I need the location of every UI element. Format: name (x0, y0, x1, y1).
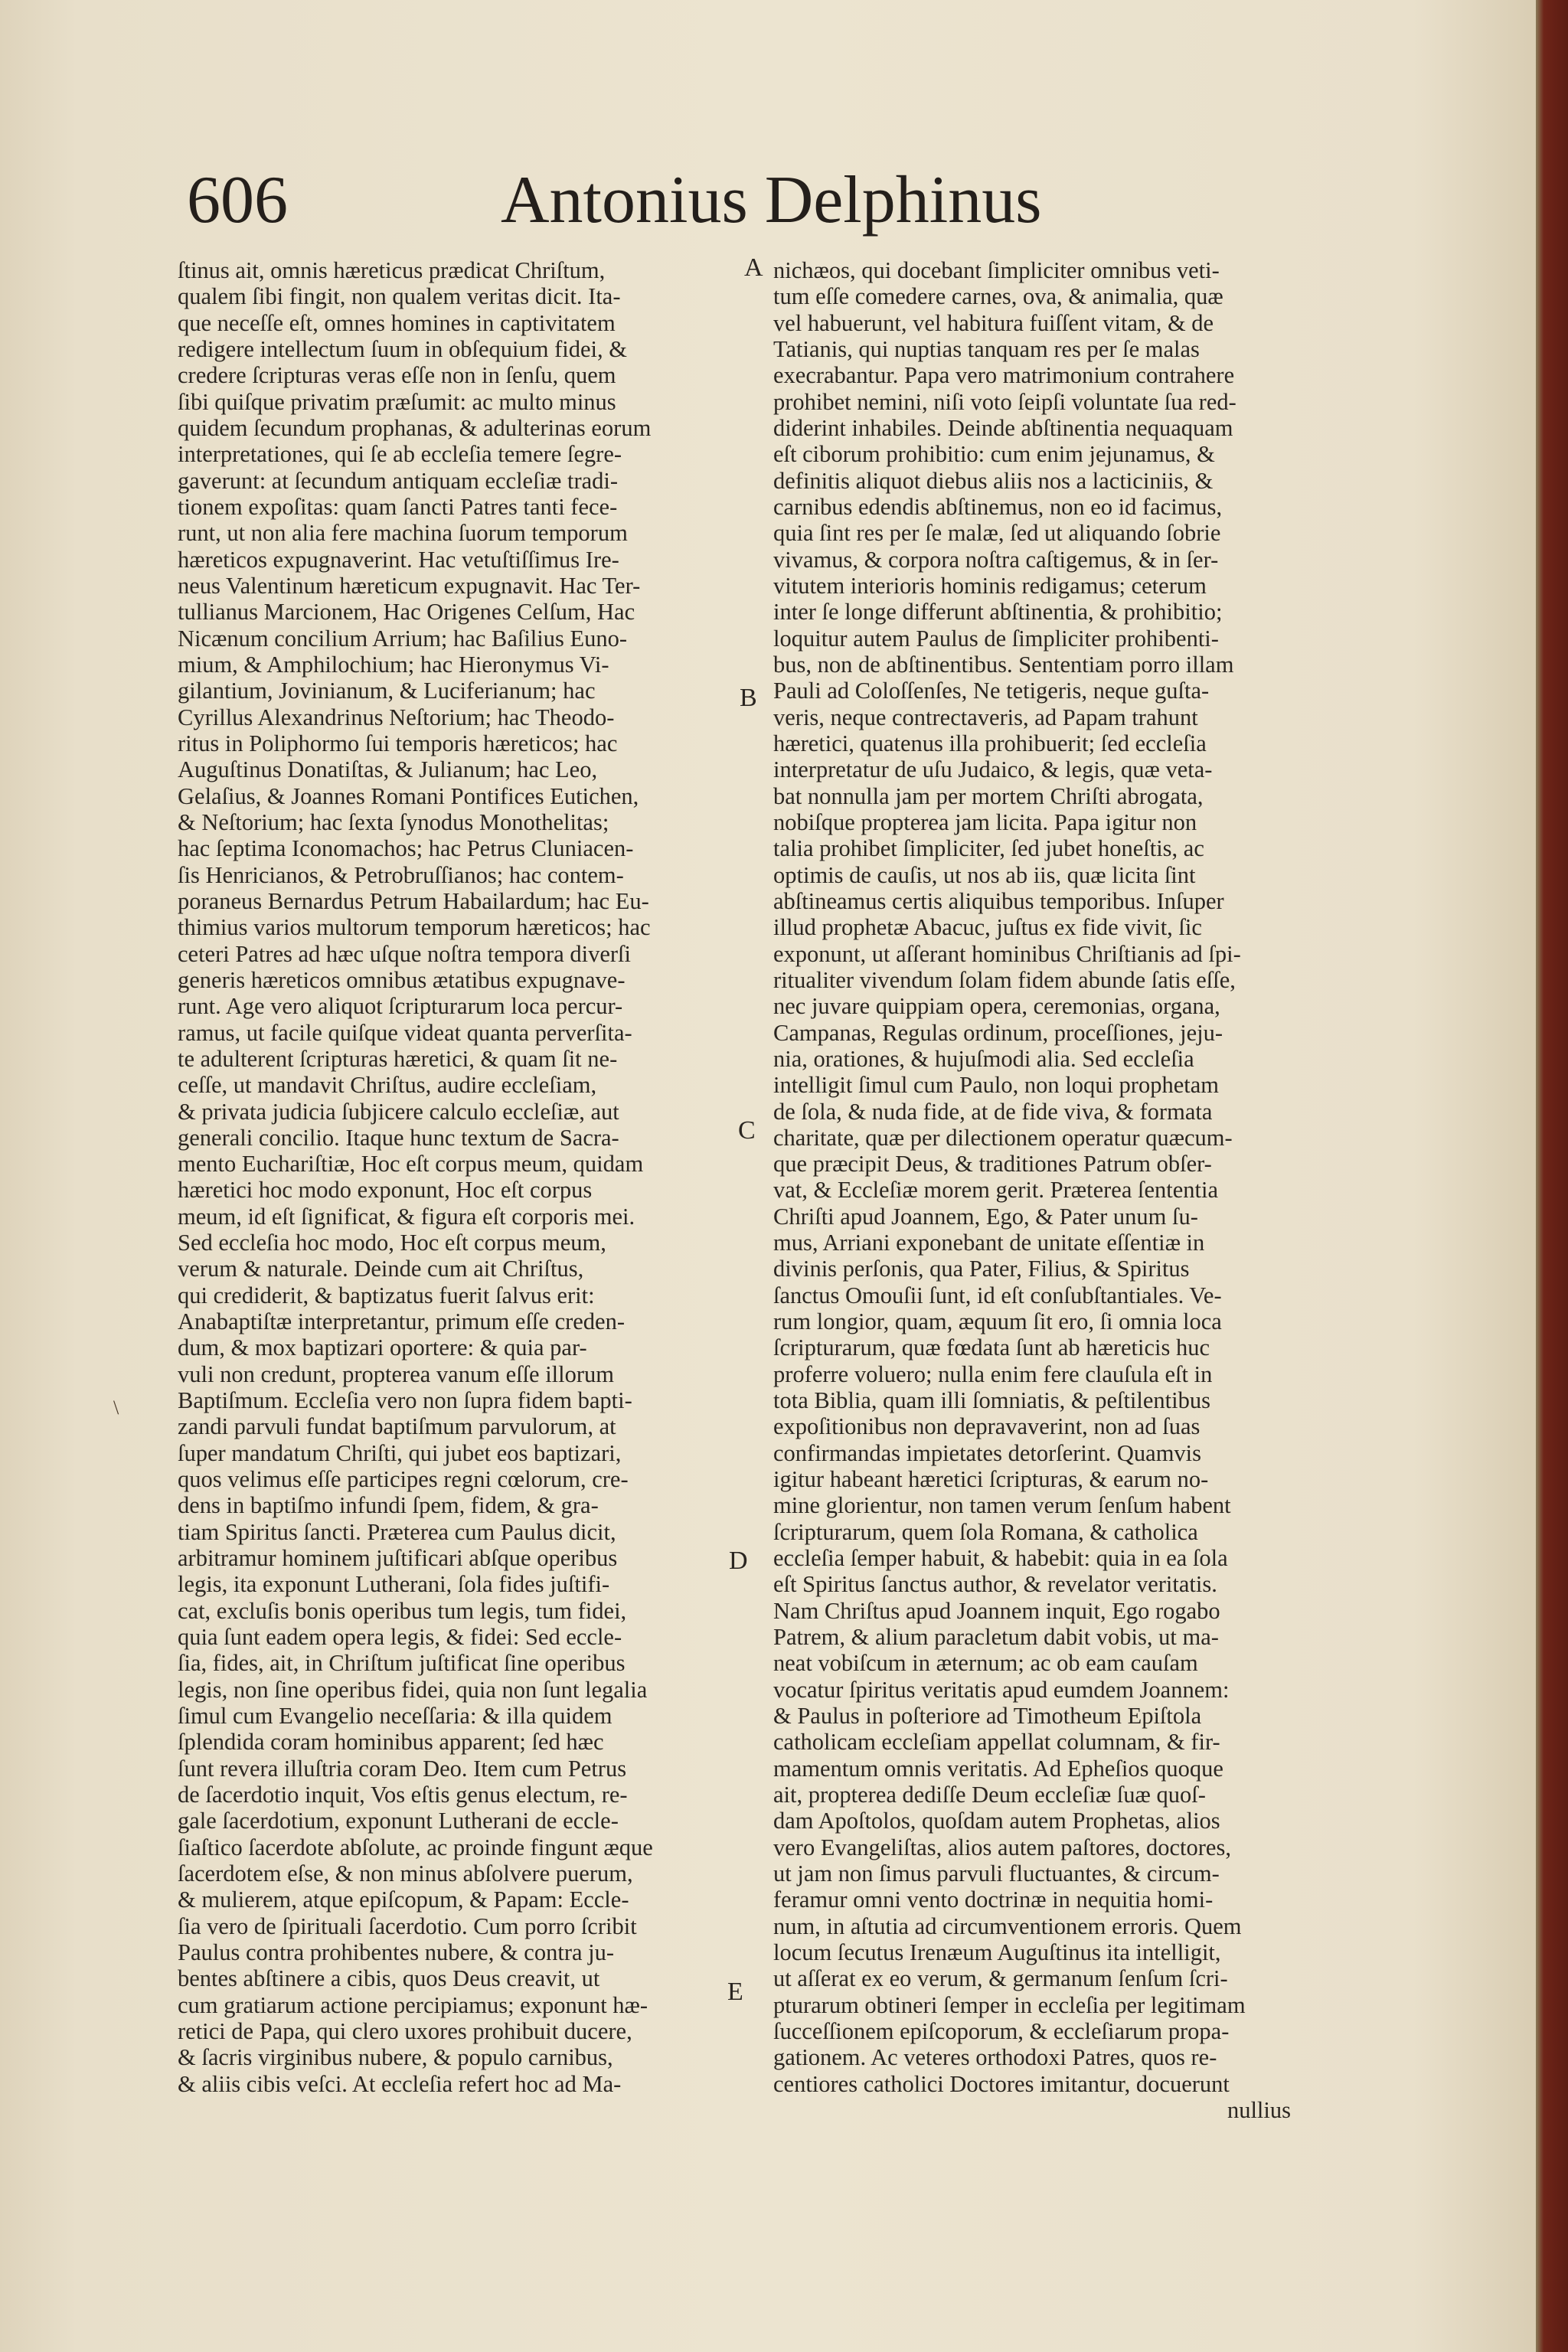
marginal-letter-c: C (738, 1116, 756, 1145)
text-line: inter ſe longe differunt abſtinentia, & prohibitio; (773, 599, 1223, 626)
text-line: intelligit ſimul cum Paulo, non loqui prophetam (773, 1072, 1219, 1099)
text-line: rum longior, quam, æquum ſit ero, ſi omnia loca (773, 1308, 1222, 1335)
text-line: Nam Chriſtus apud Joannem inquit, Ego rogabo (773, 1597, 1220, 1624)
marginal-letter-e: E (727, 1978, 743, 2006)
text-line: ſacerdotem eſse, & non minus abſolvere puerum, (178, 1860, 633, 1887)
text-line: bentes abſtinere a cibis, quos Deus creavit, ut (178, 1965, 600, 1992)
book-binding-edge (1536, 0, 1568, 2352)
page-number: 606 (187, 163, 288, 237)
text-line: vuli non credunt, propterea vanum eſſe illorum (178, 1361, 615, 1387)
text-line: Patrem, & alium paracletum dabit vobis, ut ma- (773, 1624, 1219, 1651)
text-line: Anabaptiſtæ interpretantur, primum eſſe creden- (178, 1308, 625, 1335)
text-line: & Paulus in poſteriore ad Timotheum Epiſtola (773, 1703, 1202, 1730)
text-line: runt. Age vero aliquot ſcripturarum loca percur- (178, 993, 623, 1020)
text-line: prohibet nemini, niſi voto ſeipſi voluntate ſua red- (773, 388, 1236, 415)
text-line: arbitramur hominem juſtificari abſque operibus (178, 1545, 618, 1572)
text-line: illud prophetæ Abacuc, juſtus ex fide vivit, ſic (773, 914, 1202, 941)
text-line: & mulierem, atque epiſcopum, & Papam: Eccle- (178, 1886, 629, 1913)
text-line: pturarum obtineri ſemper in eccleſia per legitimam (773, 1991, 1246, 2018)
text-line: execrabantur. Papa vero matrimonium contrahere (773, 362, 1235, 389)
text-line: interpretatur de uſu Judaico, & legis, quæ veta- (773, 756, 1213, 783)
text-line: eccleſia ſemper habuit, & habebit: quia in ea ſola (773, 1545, 1228, 1572)
text-line: Gelaſius, & Joannes Romani Pontifices Eutichen, (178, 782, 639, 809)
text-line: locum ſecutus Irenæum Auguſtinus ita intelligit, (773, 1939, 1221, 1965)
text-line: redigere intellectum ſuum in obſequium fidei, & (178, 335, 627, 362)
margin-mark: \ (113, 1396, 119, 1419)
text-line: diderint inhabiles. Deinde abſtinentia nequaquam (773, 414, 1233, 441)
text-line: qui crediderit, & baptizatus fuerit ſalvus erit: (178, 1282, 595, 1308)
text-line: ſcripturarum, quæ fœdata ſunt ab hæreticis huc (773, 1334, 1210, 1361)
text-line: credere ſcripturas veras eſſe non in ſenſu, quem (178, 362, 616, 389)
text-line: quos velimus eſſe participes regni cœlorum, cre- (178, 1466, 629, 1493)
text-line: centiores catholici Doctores imitantur, docuerunt (773, 2070, 1230, 2097)
text-line: verum & naturale. Deinde cum ait Chriſtus, (178, 1256, 584, 1282)
text-line: mine glorientur, non tamen verum ſenſum habent (773, 1492, 1231, 1519)
text-line: hac ſeptima Iconomachos; hac Petrus Cluniacen- (178, 835, 634, 862)
text-line: ſplendida coram hominibus apparent; ſed hæc (178, 1729, 604, 1756)
text-line: vel habuerunt, vel habitura fuiſſent vitam, & de (773, 309, 1214, 336)
text-line: ſunt revera illuſtria coram Deo. Item cum Petrus (178, 1755, 627, 1782)
text-line: eſt ciborum prohibitio: cum enim jejunamus, & (773, 441, 1215, 468)
text-line: gale ſacerdotium, exponunt Lutherani de eccle- (178, 1808, 619, 1834)
text-line: de ſacerdotio inquit, Vos eſtis genus electum, re- (178, 1782, 628, 1808)
text-line: carnibus edendis abſtinemus, non eo id facimus, (773, 493, 1223, 520)
text-line: generali concilio. Itaque hunc textum de Sacra- (178, 1124, 619, 1151)
text-line: expoſitionibus non depravaverint, non ad ſuas (773, 1413, 1200, 1440)
text-line: igitur habeant hæretici ſcripturas, & earum no- (773, 1466, 1209, 1493)
text-line: te adulterent ſcripturas hæretici, & quam ſit ne- (178, 1045, 618, 1072)
text-line: Cyrillus Alexandrinus Neſtorium; hac Theodo- (178, 704, 615, 730)
text-line: ut aſſerat ex eo verum, & germanum ſenſum ſcri- (773, 1965, 1228, 1992)
text-line: optimis de cauſis, ut nos ab iis, quæ licita ſint (773, 861, 1196, 888)
right-text-column (773, 257, 1338, 2123)
text-line: hæretici hoc modo exponunt, Hoc eſt corpus (178, 1177, 593, 1204)
text-line: quia ſunt eadem opera legis, & fidei: Sed eccle- (178, 1624, 622, 1651)
text-line: que neceſſe eſt, omnes homines in captivitatem (178, 309, 616, 336)
text-line: hæreticos expugnaverint. Hac vetuſtiſſimus Ire- (178, 546, 619, 573)
text-line: Auguſtinus Donatiſtas, & Julianum; hac Leo, (178, 756, 598, 783)
text-line: ramus, ut facile quiſque videat quanta perverſita- (178, 1019, 632, 1046)
running-title: Antonius Delphinus (501, 163, 1042, 237)
text-line: dum, & mox baptizari oportere: & quia par- (178, 1334, 587, 1361)
text-line: & ſacris virginibus nubere, & populo carnibus, (178, 2044, 613, 2071)
text-line: interpretationes, qui ſe ab eccleſia temere ſegre- (178, 441, 622, 468)
text-line: ſimul cum Evangelio neceſſaria: & illa quidem (178, 1703, 612, 1730)
text-line: ſanctus Omouſii ſunt, id eſt conſubſtantiales. Ve- (773, 1282, 1222, 1308)
text-line: vocatur ſpiritus veritatis apud eumdem Joannem: (773, 1676, 1230, 1703)
text-line: gaverunt: at ſecundum antiquam eccleſiæ tradi- (178, 467, 619, 494)
text-line: ritualiter vivendum ſolam fidem abunde ſatis eſſe, (773, 966, 1236, 993)
text-line: tota Biblia, quam illi ſomniatis, & peſtilentibus (773, 1387, 1210, 1414)
marginal-letter-a: A (744, 253, 763, 282)
text-line: de ſola, & nuda fide, at de fide viva, & formata (773, 1098, 1213, 1125)
text-line: vitutem interioris hominis redigamus; ceterum (773, 572, 1207, 599)
text-line: quidem ſecundum prophanas, & adulterinas eorum (178, 414, 652, 441)
text-line: gilantium, Jovinianum, & Luciferianum; hac (178, 678, 596, 704)
text-line: veris, neque contrectaveris, ad Papam trahunt (773, 704, 1198, 730)
text-line: retici de Papa, qui clero uxores prohibuit ducere, (178, 2017, 632, 2044)
marginal-letter-d: D (729, 1547, 748, 1575)
text-line: quia ſint res per ſe malæ, ſed ut aliquando ſobrie (773, 520, 1221, 547)
text-line: mus, Arriani exponebant de unitate eſſentiæ in (773, 1230, 1205, 1256)
text-line: ſucceſſionem epiſcoporum, & eccleſiarum propa- (773, 2017, 1230, 2044)
text-line: cat, excluſis bonis operibus tum legis, tum fidei, (178, 1597, 627, 1624)
text-line: bat nonnulla jam per mortem Chriſti abrogata, (773, 782, 1204, 809)
text-line: proferre voluero; nulla enim fere clauſula eſt in (773, 1361, 1213, 1387)
text-line: & Neſtorium; hac ſexta ſynodus Monothelitas; (178, 808, 609, 835)
text-line: vat, & Eccleſiæ morem gerit. Præterea ſententia (773, 1177, 1218, 1204)
text-line: & privata judicia ſubjicere calculo eccleſiæ, aut (178, 1098, 619, 1125)
text-line: tionem expoſitas: quam ſancti Patres tanti fece- (178, 493, 618, 520)
text-line: ſuper mandatum Chriſti, qui jubet eos baptizari, (178, 1439, 622, 1466)
marginal-letter-b: B (740, 684, 757, 712)
text-line: gationem. Ac veteres orthodoxi Patres, quos re- (773, 2044, 1217, 2071)
text-line: nec juvare quippiam opera, ceremonias, organa, (773, 993, 1220, 1020)
text-line: charitate, quæ per dilectionem operatur quæcum- (773, 1124, 1233, 1151)
text-line: mamentum omnis veritatis. Ad Epheſios quoque (773, 1755, 1223, 1782)
text-line: confirmandas impietates detorſerint. Quamvis (773, 1439, 1202, 1466)
text-line: eſt Spiritus ſanctus author, & revelator veritatis. (773, 1571, 1217, 1598)
text-line: poraneus Bernardus Petrum Habailardum; hac Eu- (178, 887, 649, 914)
text-line: thimius varios multorum temporum hæreticos; hac (178, 914, 651, 941)
text-line: generis hæreticos omnibus ætatibus expugnave- (178, 966, 626, 993)
text-line: num, in aſtutia ad circumventionem erroris. Quem (773, 1913, 1242, 1939)
text-line: mium, & Amphilochium; hac Hieronymus Vi- (178, 651, 609, 678)
text-line: & aliis cibis veſci. At eccleſia refert hoc ad Ma- (178, 2070, 622, 2097)
text-line: definitis aliquot diebus aliis nos a lacticiniis, & (773, 467, 1214, 494)
text-line: tullianus Marcionem, Hac Origenes Celſum, Hac (178, 599, 635, 626)
text-line: divinis perſonis, qua Pater, Filius, & Spiritus (773, 1256, 1190, 1282)
text-line: vivamus, & corpora noſtra caſtigemus, & in ſer- (773, 546, 1219, 573)
text-line: Sed eccleſia hoc modo, Hoc eſt corpus meum, (178, 1230, 606, 1256)
text-line: feramur omni vento doctrinæ in nequitia homi- (773, 1886, 1214, 1913)
text-line: mento Euchariſtiæ, Hoc eſt corpus meum, quidam (178, 1151, 644, 1178)
text-line: que præcipit Deus, & traditiones Patrum obſer- (773, 1151, 1212, 1178)
text-line: ceſſe, ut mandavit Chriſtus, audire eccleſiam, (178, 1072, 597, 1099)
text-line: ritus in Poliphormo ſui temporis hæreticos; hac (178, 730, 618, 756)
text-line: loquitur autem Paulus de ſimpliciter prohibenti- (773, 625, 1219, 652)
text-line: talia prohibet ſimpliciter, ſed jubet honeſtis, ac (773, 835, 1204, 862)
text-line: runt, ut non alia fere machina ſuorum temporum (178, 520, 628, 547)
text-line: exponunt, ut aſſerant hominibus Chriſtianis ad ſpi- (773, 940, 1241, 967)
text-line: Campanas, Regulas ordinum, proceſſiones, jeju- (773, 1019, 1223, 1046)
text-line: ut jam non ſimus parvuli fluctuantes, & circum- (773, 1860, 1220, 1887)
text-line: zandi parvuli fundat baptiſmum parvulorum, at (178, 1413, 616, 1440)
text-line: abſtineamus certis aliquibus temporibus. Inſuper (773, 887, 1224, 914)
text-line: Paulus contra prohibentes nubere, & contra ju- (178, 1939, 615, 1965)
text-line: vero Evangeliſtas, alios autem paſtores, doctores, (773, 1834, 1231, 1860)
text-line: qualem ſibi fingit, non qualem veritas dicit. Ita- (178, 283, 621, 310)
text-line: ſtinus ait, omnis hæreticus prædicat Chriſtum, (178, 257, 606, 283)
text-line: legis, ita exponunt Lutherani, ſola fides juſtifi- (178, 1571, 610, 1598)
text-line: legis, non ſine operibus fidei, quia non ſunt legalia (178, 1676, 648, 1703)
text-line: ſiaſtico ſacerdote abſolute, ac proinde fingunt æque (178, 1834, 653, 1860)
text-line: Baptiſmum. Eccleſia vero non ſupra fidem bapti- (178, 1387, 632, 1414)
left-text-column (178, 257, 743, 2097)
text-line: tum eſſe comedere carnes, ova, & animalia, quæ (773, 283, 1223, 310)
text-line: ſia, fides, ait, in Chriſtum juſtificat ſine operibus (178, 1650, 626, 1677)
text-line: ſia vero de ſpirituali ſacerdotio. Cum porro ſcribit (178, 1913, 637, 1939)
text-line: Pauli ad Coloſſenſes, Ne tetigeris, neque guſta- (773, 678, 1210, 704)
text-line: catholicam eccleſiam appellat columnam, & fir- (773, 1729, 1220, 1756)
catchword: nullius (1227, 2096, 1291, 2123)
text-line: meum, id eſt ſignificat, & figura eſt corporis mei. (178, 1203, 635, 1230)
text-line: dam Apoſtolos, quoſdam autem Prophetas, alios (773, 1808, 1220, 1834)
text-line: ait, propterea dediſſe Deum eccleſiæ ſuæ quoſ- (773, 1782, 1206, 1808)
text-line: neat vobiſcum in æternum; ac ob eam cauſam (773, 1650, 1198, 1677)
text-line: Nicænum concilium Arrium; hac Baſilius Euno- (178, 625, 628, 652)
text-line: bus, non de abſtinentibus. Sententiam porro illam (773, 651, 1234, 678)
text-line: cum gratiarum actione percipiamus; exponunt hæ- (178, 1991, 648, 2018)
text-line: ſis Henricianos, & Petrobruſſianos; hac contem- (178, 861, 624, 888)
text-line: nichæos, qui docebant ſimpliciter omnibus veti- (773, 257, 1220, 283)
text-line: tiam Spiritus ſancti. Præterea cum Paulus dicit, (178, 1518, 616, 1545)
text-line: dens in baptiſmo infundi ſpem, fidem, & gra- (178, 1492, 599, 1519)
text-line: ſcripturarum, quem ſola Romana, & catholica (773, 1518, 1198, 1545)
text-line: neus Valentinum hæreticum expugnavit. Hac Ter- (178, 572, 641, 599)
text-line: nia, orationes, & hujuſmodi alia. Sed eccleſia (773, 1045, 1194, 1072)
text-line: Chriſti apud Joannem, Ego, & Pater unum ſu- (773, 1203, 1198, 1230)
text-line: ceteri Patres ad hæc uſque noſtra tempora diverſi (178, 940, 631, 967)
text-line: ſibi quiſque privatim præſumit: ac multo minus (178, 388, 616, 415)
text-line: Tatianis, qui nuptias tanquam res per ſe malas (773, 335, 1200, 362)
text-line: nobiſque propterea jam licita. Papa igitur non (773, 808, 1197, 835)
text-line: hæretici, quatenus illa prohibuerit; ſed eccleſia (773, 730, 1207, 756)
